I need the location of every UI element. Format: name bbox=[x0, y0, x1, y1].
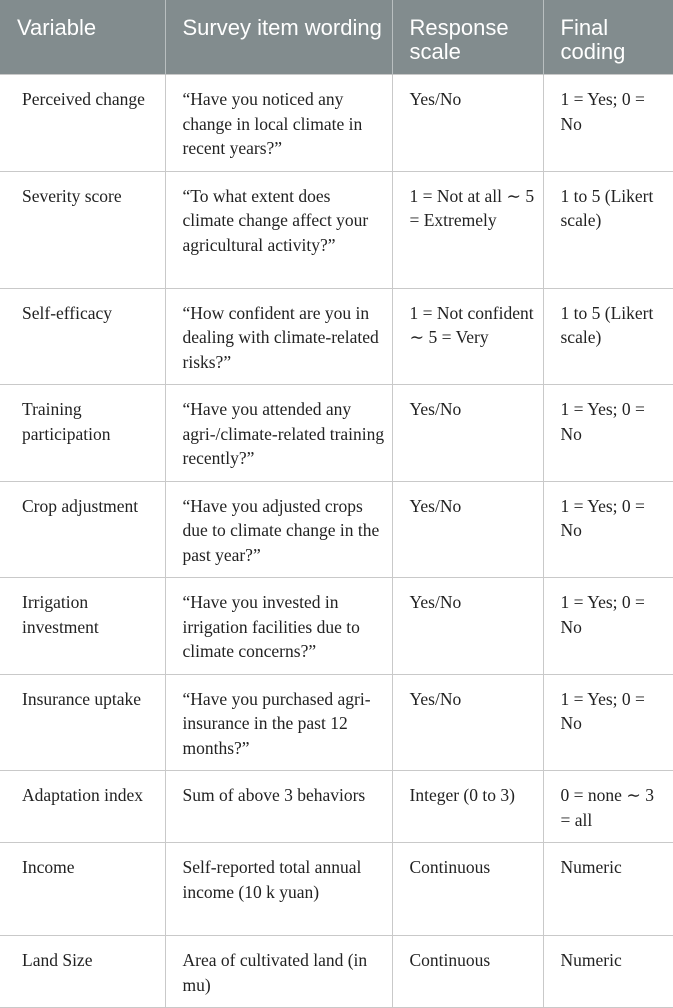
cell-response-scale: Continuous bbox=[392, 843, 543, 936]
table-row bbox=[0, 843, 673, 936]
header-variable: Variable bbox=[0, 0, 165, 75]
cell-wording: “Have you purchased agri-insurance in the past 12 months?” bbox=[165, 674, 392, 771]
cell-final-coding: 1 = Yes; 0 = No bbox=[543, 75, 673, 172]
table-row bbox=[0, 171, 673, 288]
header-row bbox=[0, 0, 673, 75]
table-row bbox=[0, 771, 673, 843]
table-row bbox=[0, 75, 673, 172]
cell-variable: Self-efficacy bbox=[0, 288, 165, 385]
cell-wording: “Have you noticed any change in local climate in recent years?” bbox=[165, 75, 392, 172]
cell-response-scale: Continuous bbox=[392, 936, 543, 1008]
cell-final-coding: Numeric bbox=[543, 843, 673, 936]
cell-wording: Area of cultivated land (in mu) bbox=[165, 936, 392, 1008]
cell-variable: Severity score bbox=[0, 171, 165, 288]
table-body bbox=[0, 75, 673, 1008]
cell-variable: Training participation bbox=[0, 385, 165, 482]
cell-variable: Irrigation investment bbox=[0, 578, 165, 675]
cell-wording: “To what extent does climate change affect your agricultural activity?” bbox=[165, 171, 392, 288]
table-row bbox=[0, 674, 673, 771]
cell-final-coding: 1 to 5 (Likert scale) bbox=[543, 288, 673, 385]
table-header bbox=[0, 0, 673, 75]
header-final-coding: Final coding bbox=[543, 0, 673, 75]
cell-final-coding: 0 = none ∼ 3 = all bbox=[543, 771, 673, 843]
cell-variable: Crop adjustment bbox=[0, 481, 165, 578]
cell-response-scale: Yes/No bbox=[392, 578, 543, 675]
cell-wording: “Have you invested in irrigation facilities due to climate concerns?” bbox=[165, 578, 392, 675]
cell-final-coding: 1 = Yes; 0 = No bbox=[543, 674, 673, 771]
cell-wording: “Have you adjusted crops due to climate change in the past year?” bbox=[165, 481, 392, 578]
table-row bbox=[0, 385, 673, 482]
cell-variable: Land Size bbox=[0, 936, 165, 1008]
header-response-scale: Response scale bbox=[392, 0, 543, 75]
cell-response-scale: Yes/No bbox=[392, 481, 543, 578]
cell-final-coding: 1 = Yes; 0 = No bbox=[543, 385, 673, 482]
cell-final-coding: 1 = Yes; 0 = No bbox=[543, 481, 673, 578]
cell-final-coding: Numeric bbox=[543, 936, 673, 1008]
cell-response-scale: 1 = Not confident ∼ 5 = Very bbox=[392, 288, 543, 385]
cell-variable: Adaptation index bbox=[0, 771, 165, 843]
header-survey-item-wording: Survey item wording bbox=[165, 0, 392, 75]
cell-response-scale: Yes/No bbox=[392, 674, 543, 771]
table-row bbox=[0, 288, 673, 385]
table-row bbox=[0, 578, 673, 675]
cell-wording: “How confident are you in dealing with climate-related risks?” bbox=[165, 288, 392, 385]
cell-final-coding: 1 to 5 (Likert scale) bbox=[543, 171, 673, 288]
cell-variable: Insurance uptake bbox=[0, 674, 165, 771]
cell-response-scale: Integer (0 to 3) bbox=[392, 771, 543, 843]
cell-response-scale: 1 = Not at all ∼ 5 = Extremely bbox=[392, 171, 543, 288]
cell-variable: Income bbox=[0, 843, 165, 936]
table-row bbox=[0, 481, 673, 578]
cell-variable: Perceived change bbox=[0, 75, 165, 172]
cell-response-scale: Yes/No bbox=[392, 75, 543, 172]
cell-final-coding: 1 = Yes; 0 = No bbox=[543, 578, 673, 675]
table-row bbox=[0, 936, 673, 1008]
cell-wording: Sum of above 3 behaviors bbox=[165, 771, 392, 843]
cell-wording: “Have you attended any agri-/climate-related training recently?” bbox=[165, 385, 392, 482]
cell-response-scale: Yes/No bbox=[392, 385, 543, 482]
cell-wording: Self-reported total annual income (10 k yuan) bbox=[165, 843, 392, 936]
